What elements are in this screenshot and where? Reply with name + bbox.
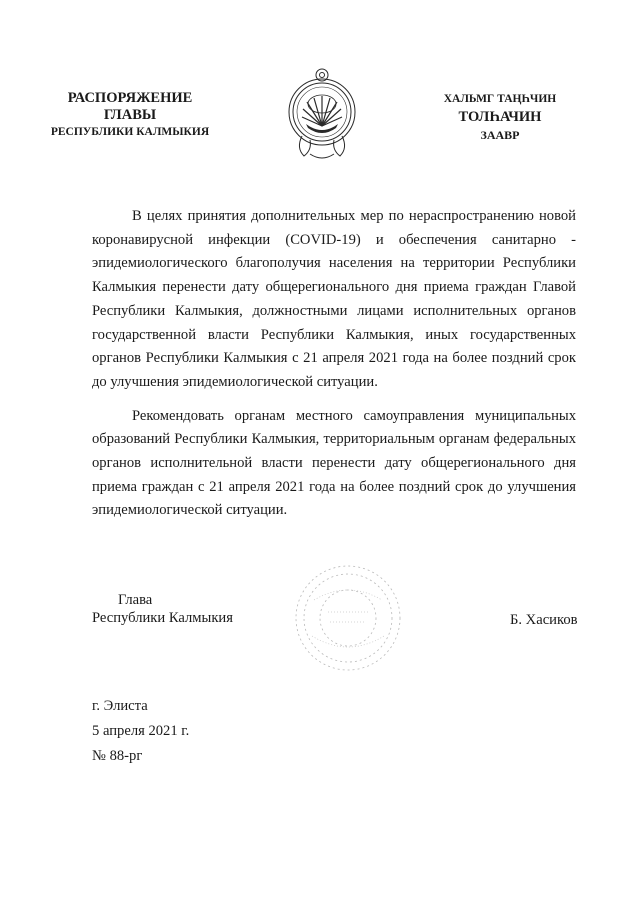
- document-number: № 88-рг: [92, 748, 143, 764]
- coat-of-arms-icon: [282, 66, 362, 162]
- seal-stamp-icon: [278, 560, 414, 676]
- header-right-line3: ЗААВР: [480, 128, 520, 142]
- document-footer: [92, 694, 189, 769]
- header-left-line2: ГЛАВЫ: [103, 107, 157, 123]
- header-left-line1: РАСПОРЯЖЕНИЕ: [67, 90, 193, 106]
- signatory-title-line1: Глава: [118, 592, 153, 608]
- header-left-line3: РЕСПУБЛИКИ КАЛМЫКИЯ: [50, 126, 210, 138]
- signatory-title: [92, 591, 252, 627]
- paragraph-2: Рекомендовать органам местного самоуправления муниципальных образований Республики Калмыкия, территориальным органам федеральных органов исполнительной власти перенести дату общерегионального дня приема граждан с 21 апреля 2021 года на более поздний срок до улучшения эпидемиологической ситуации.: [92, 407, 576, 519]
- signatory-name: Б. Хасиков: [510, 612, 578, 628]
- header-right-line1: ХАЛЬМГ ТАҢҺЧИН: [443, 93, 557, 105]
- paragraph-1: В целях принятия дополнительных мер по нераспространению новой коронавирусной инфекции (COVID-19) и обеспечения санитарно - эпидемиологического благополучия населения на территории Республики Калмыкия перенести дату общерегионального дня приема граждан Главой Республики Калмыкия, должностными лицами исполнительных органов государственной власти Республики Калмыкия, иных государственных органов Республики Калмыкия с 21 апреля 2021 года на более поздний срок до улучшения эпидемиологической ситуации.: [92, 208, 576, 390]
- header-right: [420, 90, 580, 144]
- issue-date: 5 апреля 2021 г.: [92, 723, 190, 739]
- issue-city: г. Элиста: [92, 698, 148, 714]
- header-right-line2: ТОЛҺАЧИН: [458, 109, 542, 125]
- document-body: [92, 205, 576, 523]
- header-left: [40, 90, 220, 141]
- signatory-title-line2: Республики Калмыкия: [92, 610, 233, 626]
